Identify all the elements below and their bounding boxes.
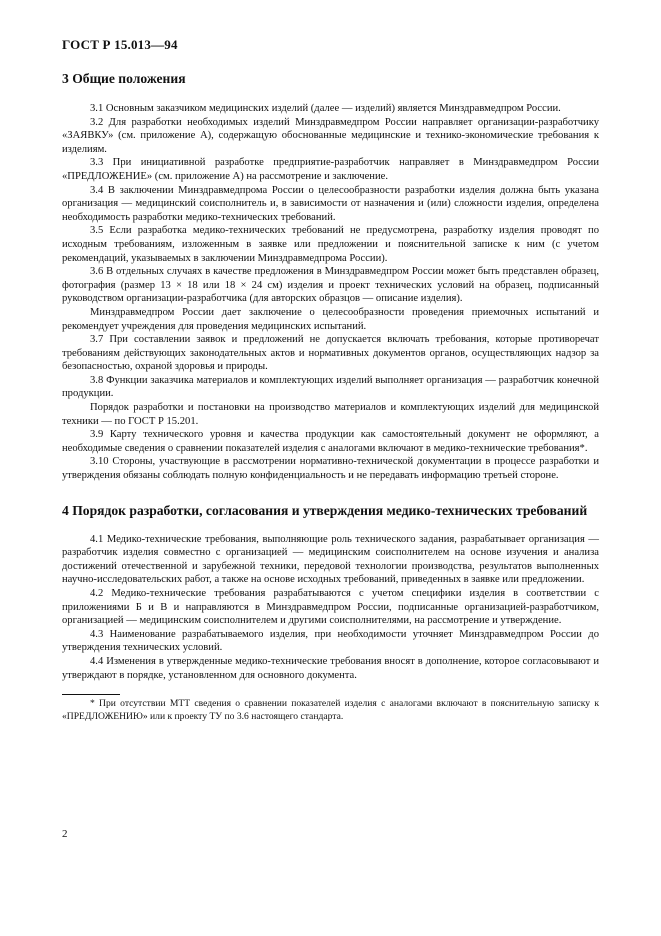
paragraph-3-4: 3.4 В заключении Минздравмедпрома России о целесообразности разработки изделия должна быть указана организация — медицинский соисполнитель и, в зависимости от назначения и (или) сложности изделия, определена необходимость разработки медико-технических требований. <box>62 184 599 223</box>
paragraph-3-9: 3.9 Карту технического уровня и качества продукции как самостоятельный документ не оформляют, а необходимые сведения о сравнении показателей изделия с аналогами включают в медико-технические требования*. <box>62 429 599 454</box>
paragraph-3-8: 3.8 Функции заказчика материалов и комплектующих изделий выполняет организация — разработчик конечной продукции. <box>62 374 599 400</box>
paragraph-3-1: 3.1 Основным заказчиком медицинских изделий (далее — изделий) является Минздравмедпром России. <box>90 103 561 114</box>
paragraph-3-3: 3.3 При инициативной разработке предприятие-разработчик направляет в Минздравмедпром России «ПРЕДЛОЖЕНИЕ» (см. приложение А) на рассмотрение и заключение. <box>62 157 599 182</box>
section-4-body <box>62 533 599 683</box>
footnote: * При отсутствии МТТ сведения о сравнении показателей изделия с аналогами включают в пояснительную записку к «ПРЕДЛОЖЕНИЮ» или к проекту ТУ по 3.6 настоящего стандарта. <box>62 698 599 722</box>
paragraph-3-2: 3.2 Для разработки необходимых изделий Минздравмедпром России направляет организации-разработчику «ЗАЯВКУ» (см. приложение А), содержащую обоснованные медицинские и технико-экономические требования к изделиям. <box>62 116 599 155</box>
footnote-divider <box>62 694 120 695</box>
paragraph-4-1: 4.1 Медико-технические требования, выполняющие роль технического задания, разрабатывает организация — разработчик изделия совместно с организацией — медицинским соисполнителем на основе изучения и анализа достижений отечественной и зарубежной техники, передовой технологии производства, результатов выполненных научно-исследовательских работ, а также на основе исходных требований, приведенных в заявке или предложении. <box>62 533 599 586</box>
paragraph-4-4: 4.4 Изменения в утвержденные медико-технические требования вносят в дополнение, которое согласовывают и утверждают в порядке, установленном для основного документа. <box>62 655 599 681</box>
section-3-body <box>62 102 599 483</box>
page-content <box>62 70 599 723</box>
paragraph-3-7: 3.7 При составлении заявок и предложений не допускается включать требования, которые противоречат требованиям действующих законодательных актов и нормативных документов органов, осуществляющих надзор за безопасностью, охраной здоровья и природы. <box>62 334 599 373</box>
document-code-header: ГОСТ Р 15.013—94 <box>62 37 178 52</box>
paragraph-4-2: 4.2 Медико-технические требования разрабатываются с учетом специфики изделия в соответствии с приложениями Б и В и направляются в Минздравмедпром России, подписанные организацией-разработчиком, организацией — медицинским соисполнителем и другими соисполнителями, на рассмотрение и утверждение. <box>62 588 599 627</box>
page-number: 2 <box>62 828 68 840</box>
paragraph-3-6-conclusion: Минздравмедпром России дает заключение о целесообразности проведения приемочных испытаний и рекомендует учреждения для проведения медицинских испытаний. <box>62 306 599 332</box>
paragraph-3-6: 3.6 В отдельных случаях в качестве предложения в Минздравмедпром России может быть представлен образец, фотография (размер 13 × 18 или 18 × 24 см) изделия и проект технических условий на образец, подписанный руководством организации-разработчика (для авторских образцов — описание изделия). <box>62 266 599 305</box>
paragraph-4-3: 4.3 Наименование разрабатываемого изделия, при необходимости уточняет Минздравмедпром России до утверждения технических условий. <box>62 628 599 654</box>
section-4-title: 4 Порядок разработки, согласования и утверждения медико-технических требований <box>62 502 588 518</box>
paragraph-3-10: 3.10 Стороны, участвующие в рассмотрении нормативно-технической документации в процессе разработки и утверждения обязаны соблюдать полную конфиденциальность и не передавать информацию третьей стороне. <box>62 456 599 482</box>
paragraph-3-8-procedure: Порядок разработки и постановки на производство материалов и комплектующих изделий для медицинской техники — по ГОСТ Р 15.201. <box>62 402 599 427</box>
paragraph-3-5: 3.5 Если разработка медико-технических требований не предусмотрена, разработку изделия проводят по исходным требованиям, изложенным в заявке или предложении и пояснительной записке к ним (с учетом рекомендаций, указываемых в заключении Минздравмедпрома России). <box>62 225 599 264</box>
section-3-title: 3 Общие положения <box>62 71 186 86</box>
